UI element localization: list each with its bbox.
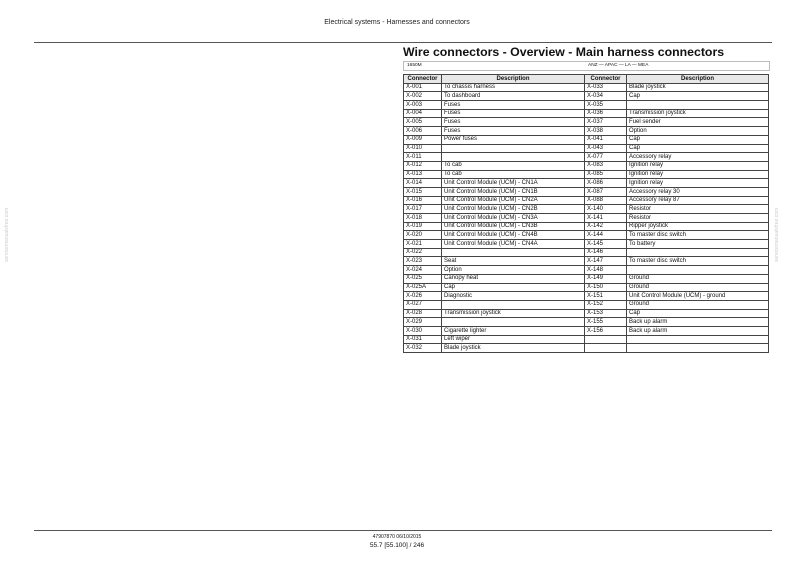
connector-cell: X-083: [585, 161, 627, 170]
description-cell: To cab: [442, 161, 585, 170]
connector-cell: X-006: [404, 127, 442, 136]
connector-cell: X-026: [404, 292, 442, 301]
description-cell: To master disc switch: [627, 257, 769, 266]
description-cell: Ground: [627, 274, 769, 283]
description-cell: Power fuses: [442, 135, 585, 144]
document-reference: 47907870 06/10/2015: [372, 534, 422, 540]
table-row: [404, 214, 769, 223]
connector-table: [403, 74, 769, 353]
table-row: [404, 300, 769, 309]
column-header-description: Description: [442, 75, 585, 84]
description-cell: Accessory relay 30: [627, 187, 769, 196]
table-row: [404, 135, 769, 144]
connector-cell: X-025: [404, 274, 442, 283]
description-cell: Ignition relay: [627, 161, 769, 170]
description-cell: Option: [442, 266, 585, 275]
connector-cell: X-023: [404, 257, 442, 266]
description-cell: To master disc switch: [627, 231, 769, 240]
description-cell: Cap: [627, 309, 769, 318]
connector-cell: X-014: [404, 179, 442, 188]
table-row: [404, 335, 769, 344]
connector-cell: X-022: [404, 248, 442, 257]
section-title: Wire connectors - Overview - Main harness connectors: [403, 45, 725, 59]
connector-cell: X-142: [585, 222, 627, 231]
description-cell: Fuses: [442, 118, 585, 127]
connector-cell: X-019: [404, 222, 442, 231]
connector-cell: X-003: [404, 101, 442, 110]
connector-cell: X-152: [585, 300, 627, 309]
table-row: [404, 231, 769, 240]
page-number: 55.7 [55.100] / 246: [369, 542, 425, 549]
connector-cell: X-140: [585, 205, 627, 214]
description-cell: Ground: [627, 283, 769, 292]
table-row: [404, 101, 769, 110]
description-cell: Fuses: [442, 127, 585, 136]
description-cell: Fuses: [442, 101, 585, 110]
description-cell: [627, 344, 769, 353]
footer-rule: [34, 530, 772, 531]
description-cell: Canopy heat: [442, 274, 585, 283]
description-cell: Accessory relay: [627, 153, 769, 162]
table-row: [404, 153, 769, 162]
connector-cell: X-029: [404, 318, 442, 327]
description-cell: Unit Control Module (UCM) - CN1A: [442, 179, 585, 188]
connector-cell: X-035: [585, 101, 627, 110]
connector-cell: X-024: [404, 266, 442, 275]
description-cell: Transmission joystick: [442, 309, 585, 318]
description-cell: Cap: [627, 135, 769, 144]
description-cell: Ignition relay: [627, 170, 769, 179]
connector-cell: X-086: [585, 179, 627, 188]
column-header-connector: Connector: [585, 75, 627, 84]
connector-cell: [585, 344, 627, 353]
connector-cell: X-041: [585, 135, 627, 144]
region-label: ANZ — APAC — LA — MEA: [588, 63, 649, 68]
description-cell: Resistor: [627, 205, 769, 214]
description-cell: Ground: [627, 300, 769, 309]
description-cell: Unit Control Module (UCM) - CN2B: [442, 205, 585, 214]
connector-cell: X-032: [404, 344, 442, 353]
connector-cell: X-153: [585, 309, 627, 318]
description-cell: [442, 144, 585, 153]
description-cell: Left wiper: [442, 335, 585, 344]
table-row: [404, 83, 769, 92]
description-cell: To chassis harness: [442, 83, 585, 92]
watermark-right: servicemanualsfree.com: [774, 207, 780, 262]
connector-cell: X-034: [585, 92, 627, 101]
description-cell: [627, 266, 769, 275]
description-cell: Blade joystick: [442, 344, 585, 353]
connector-cell: X-016: [404, 196, 442, 205]
description-cell: [442, 318, 585, 327]
connector-cell: X-150: [585, 283, 627, 292]
description-cell: Unit Control Module (UCM) - ground: [627, 292, 769, 301]
connector-cell: X-043: [585, 144, 627, 153]
connector-cell: X-028: [404, 309, 442, 318]
table-row: [404, 170, 769, 179]
connector-cell: X-037: [585, 118, 627, 127]
description-cell: Cap: [627, 144, 769, 153]
connector-cell: X-001: [404, 83, 442, 92]
table-row: [404, 318, 769, 327]
table-row: [404, 309, 769, 318]
table-row: [404, 118, 769, 127]
description-cell: Unit Control Module (UCM) - CN2A: [442, 196, 585, 205]
connector-cell: X-017: [404, 205, 442, 214]
description-cell: Transmission joystick: [627, 109, 769, 118]
description-cell: [627, 248, 769, 257]
table-row: [404, 92, 769, 101]
description-cell: Fuses: [442, 109, 585, 118]
connector-cell: X-013: [404, 170, 442, 179]
description-cell: Resistor: [627, 214, 769, 223]
description-cell: Unit Control Module (UCM) - CN1B: [442, 187, 585, 196]
table-row: [404, 222, 769, 231]
connector-cell: X-087: [585, 187, 627, 196]
connector-cell: X-005: [404, 118, 442, 127]
table-row: [404, 274, 769, 283]
connector-cell: X-077: [585, 153, 627, 162]
description-cell: Fuel sender: [627, 118, 769, 127]
column-header-connector: Connector: [404, 75, 442, 84]
connector-cell: X-156: [585, 326, 627, 335]
description-cell: To battery: [627, 240, 769, 249]
table-row: [404, 240, 769, 249]
connector-cell: X-145: [585, 240, 627, 249]
watermark-left: servicemanualsfree.com: [4, 207, 10, 262]
table-row: [404, 283, 769, 292]
connector-cell: X-085: [585, 170, 627, 179]
description-cell: Option: [627, 127, 769, 136]
connector-cell: X-015: [404, 187, 442, 196]
connector-cell: X-036: [585, 109, 627, 118]
table-row: [404, 205, 769, 214]
connector-cell: [585, 335, 627, 344]
connector-cell: X-149: [585, 274, 627, 283]
connector-cell: X-033: [585, 83, 627, 92]
model-label: 1650M: [407, 63, 422, 68]
table-row: [404, 257, 769, 266]
connector-cell: X-012: [404, 161, 442, 170]
column-header-description: Description: [627, 75, 769, 84]
table-row: [404, 248, 769, 257]
description-cell: To dashboard: [442, 92, 585, 101]
connector-cell: X-025A: [404, 283, 442, 292]
connector-cell: X-031: [404, 335, 442, 344]
description-cell: To cab: [442, 170, 585, 179]
description-cell: Diagnostic: [442, 292, 585, 301]
table-row: [404, 161, 769, 170]
description-cell: Ignition relay: [627, 179, 769, 188]
connector-cell: X-088: [585, 196, 627, 205]
table-row: [404, 179, 769, 188]
table-row: [404, 196, 769, 205]
description-cell: Unit Control Module (UCM) - CN4A: [442, 240, 585, 249]
description-cell: Unit Control Module (UCM) - CN3A: [442, 214, 585, 223]
description-cell: [442, 153, 585, 162]
connector-cell: X-021: [404, 240, 442, 249]
connector-cell: X-004: [404, 109, 442, 118]
description-cell: [627, 101, 769, 110]
description-cell: [627, 335, 769, 344]
connector-cell: X-141: [585, 214, 627, 223]
table-row: [404, 292, 769, 301]
description-cell: Cap: [627, 92, 769, 101]
connector-cell: X-030: [404, 326, 442, 335]
description-cell: Back up alarm: [627, 326, 769, 335]
connector-cell: X-148: [585, 266, 627, 275]
connector-cell: X-009: [404, 135, 442, 144]
connector-cell: X-027: [404, 300, 442, 309]
connector-cell: X-010: [404, 144, 442, 153]
applicability-row: [403, 61, 770, 71]
page-header: Electrical systems - Harnesses and connectors: [324, 19, 470, 26]
description-cell: Cap: [442, 283, 585, 292]
table-row: [404, 109, 769, 118]
table-row: [404, 144, 769, 153]
description-cell: Blade joystick: [627, 83, 769, 92]
table-row: [404, 127, 769, 136]
description-cell: Seat: [442, 257, 585, 266]
description-cell: Accessory relay 87: [627, 196, 769, 205]
table-row: [404, 326, 769, 335]
connector-cell: X-144: [585, 231, 627, 240]
connector-cell: X-018: [404, 214, 442, 223]
table-header-row: [404, 75, 769, 84]
description-cell: Unit Control Module (UCM) - CN3B: [442, 222, 585, 231]
connector-cell: X-002: [404, 92, 442, 101]
header-rule: [34, 42, 772, 43]
table-body: [404, 83, 769, 352]
table-row: [404, 266, 769, 275]
connector-cell: X-011: [404, 153, 442, 162]
description-cell: Unit Control Module (UCM) - CN4B: [442, 231, 585, 240]
description-cell: Back up alarm: [627, 318, 769, 327]
description-cell: Cigarette lighter: [442, 326, 585, 335]
connector-cell: X-146: [585, 248, 627, 257]
table-row: [404, 187, 769, 196]
connector-cell: X-020: [404, 231, 442, 240]
connector-cell: X-147: [585, 257, 627, 266]
description-cell: Ripper joystick: [627, 222, 769, 231]
description-cell: [442, 248, 585, 257]
description-cell: [442, 300, 585, 309]
connector-cell: X-155: [585, 318, 627, 327]
connector-cell: X-038: [585, 127, 627, 136]
connector-cell: X-151: [585, 292, 627, 301]
table-row: [404, 344, 769, 353]
